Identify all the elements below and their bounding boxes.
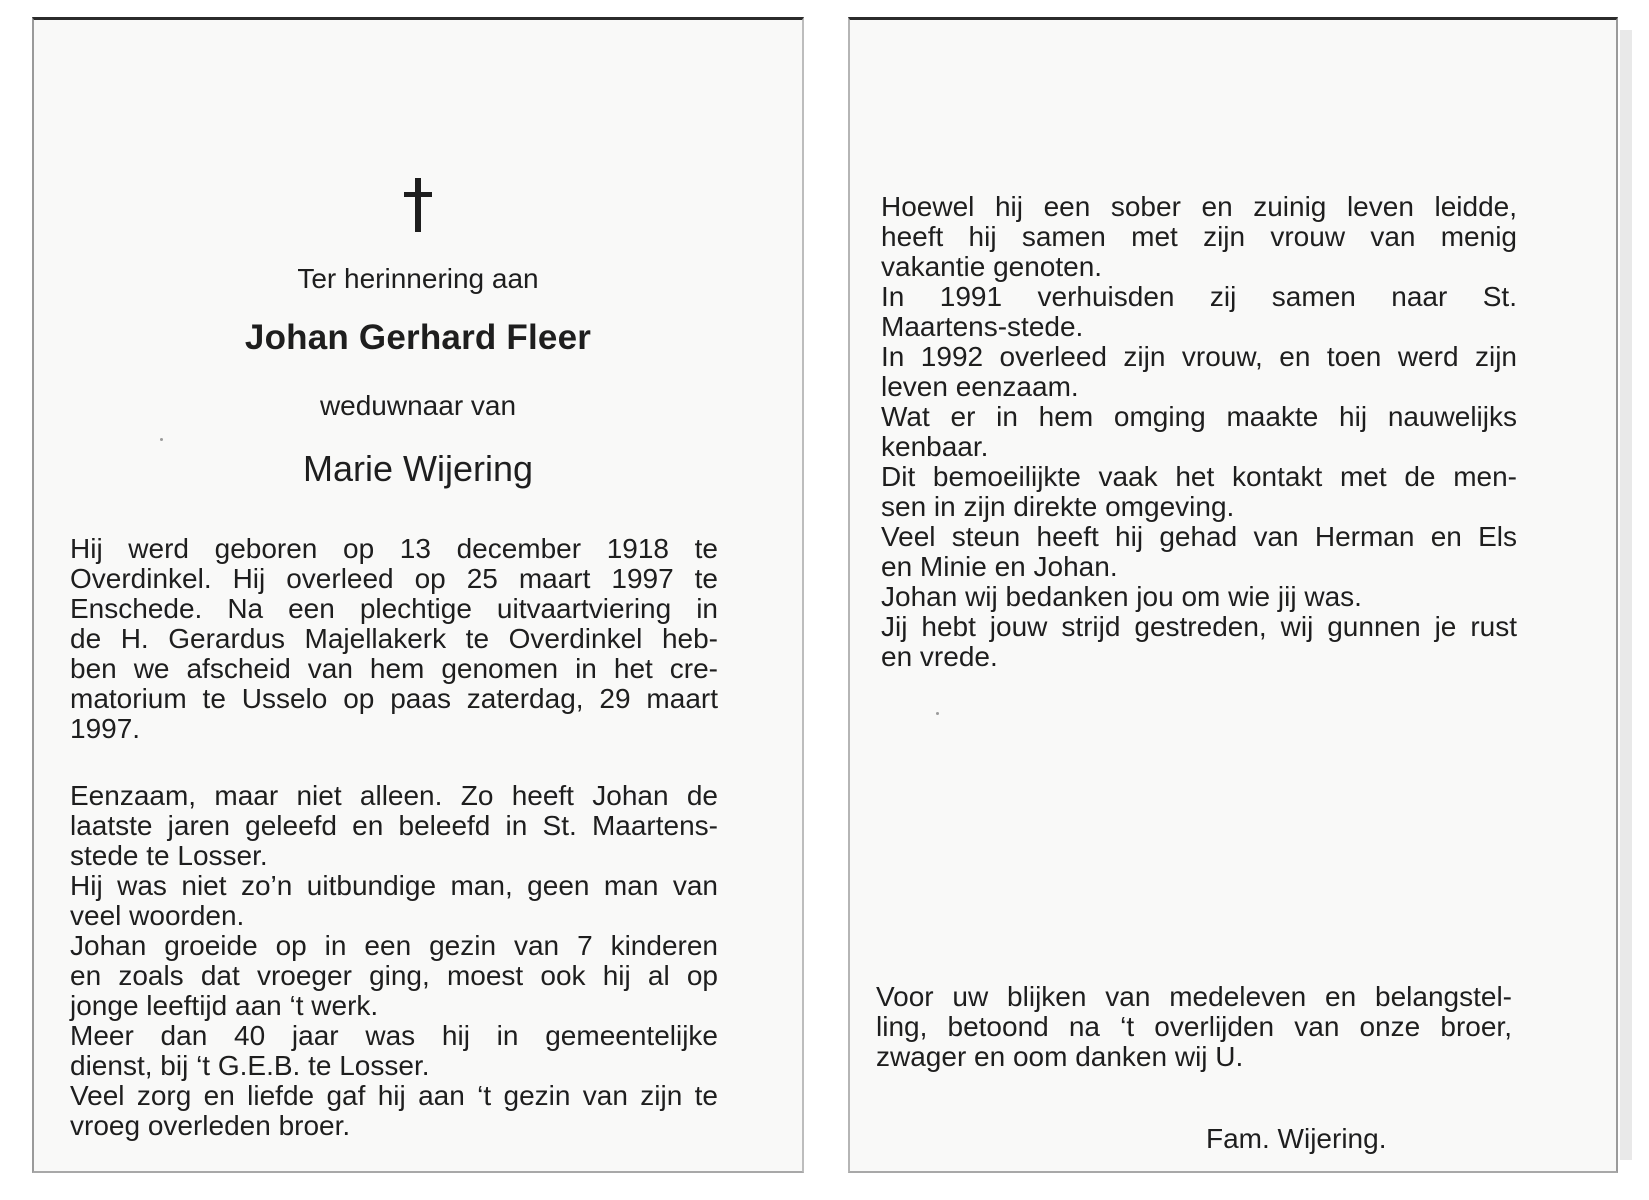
text-line: jonge leeftijd aan ‘t werk. xyxy=(70,990,379,1021)
cross-icon xyxy=(34,178,802,237)
thanks-paragraph xyxy=(876,982,1512,1072)
text-line: vakantie genoten. xyxy=(881,251,1103,282)
text-line: ling, betoond na ‘t overlijden van onze broer, xyxy=(876,1011,1512,1042)
memorial-card-left xyxy=(32,17,804,1173)
family-signature: Fam. Wijering. xyxy=(1206,1123,1387,1154)
text-line: Veel zorg en liefde gaf hij aan ‘t gezin van zijn te xyxy=(70,1080,718,1111)
reflection-paragraph xyxy=(881,192,1517,672)
text-line: Enschede. Na een plechtige uitvaartviering in xyxy=(70,593,718,624)
text-line: Dit bemoeilijkte vaak het kontakt met de men- xyxy=(881,461,1517,492)
text-line: zwager en oom danken wij U. xyxy=(876,1041,1244,1072)
text-line: Maartens-stede. xyxy=(881,311,1084,342)
text-line: Johan groeide op in een gezin van 7 kinderen xyxy=(70,930,718,961)
intro-line: Ter herinnering aan xyxy=(297,263,539,294)
text-line: Veel steun heeft hij gehad van Herman en Els xyxy=(881,521,1517,552)
paper-speck xyxy=(160,438,163,441)
text-line: Meer dan 40 jaar was hij in gemeentelijke xyxy=(70,1020,718,1051)
text-line: en zoals dat vroeger ging, moest ook hij al op xyxy=(70,960,718,991)
text-line: In 1992 overleed zijn vrouw, en toen werd zijn xyxy=(881,341,1517,372)
text-line: laatste jaren geleefd en beleefd in St. Maartens- xyxy=(70,810,718,841)
text-line: Eenzaam, maar niet alleen. Zo heeft Johan de xyxy=(70,780,718,811)
text-line: Hij was niet zo’n uitbundige man, geen man van xyxy=(70,870,718,901)
text-line: kenbaar. xyxy=(881,431,989,462)
paper-speck xyxy=(936,712,939,715)
text-line: de H. Gerardus Majellakerk te Overdinkel heb- xyxy=(70,623,718,654)
paper-edge xyxy=(1620,30,1632,1160)
relation-line: weduwnaar van xyxy=(319,390,517,421)
text-line: Wat er in hem omging maakte hij nauwelijks xyxy=(881,401,1517,432)
text-line: Johan wij bedanken jou om wie jij was. xyxy=(881,581,1362,612)
text-line: vroeg overleden broer. xyxy=(70,1110,351,1141)
text-line: Jij hebt jouw strijd gestreden, wij gunnen je rust xyxy=(881,611,1517,642)
text-line: stede te Losser. xyxy=(70,840,268,871)
text-line: 1997. xyxy=(70,713,141,744)
memorial-card-right xyxy=(848,17,1618,1173)
text-line: sen in zijn direkte omgeving. xyxy=(881,491,1235,522)
text-line: leven eenzaam. xyxy=(881,371,1079,402)
text-line: veel woorden. xyxy=(70,900,245,931)
text-line: en vrede. xyxy=(881,641,998,672)
text-line: Hoewel hij een sober en zuinig leven leidde, xyxy=(881,191,1517,222)
text-line: Overdinkel. Hij overleed op 25 maart 1997 te xyxy=(70,563,718,594)
text-line: dienst, bij ‘t G.E.B. te Losser. xyxy=(70,1050,430,1081)
text-line: ben we afscheid van hem genomen in het cre- xyxy=(70,653,718,684)
spouse-name: Marie Wijering xyxy=(302,448,534,489)
text-line: Hij werd geboren op 13 december 1918 te xyxy=(70,533,718,564)
deceased-name: Johan Gerhard Fleer xyxy=(244,318,592,357)
text-line: In 1991 verhuisden zij samen naar St. xyxy=(881,281,1517,312)
text-line: matorium te Usselo op paas zaterdag, 29 maart xyxy=(70,683,718,714)
life-story-paragraph xyxy=(70,781,718,1141)
text-line: Voor uw blijken van medeleven en belangstel- xyxy=(876,981,1512,1012)
text-line: en Minie en Johan. xyxy=(881,551,1118,582)
text-line: heeft hij samen met zijn vrouw van menig xyxy=(881,221,1517,252)
biography-paragraph xyxy=(70,534,718,744)
